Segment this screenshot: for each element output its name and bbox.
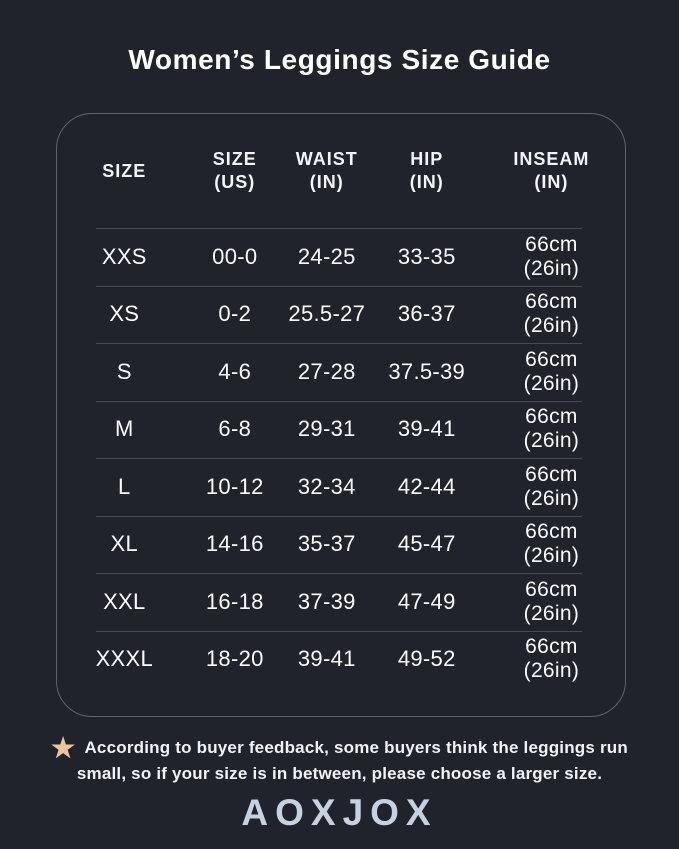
cell-size: XXXL [95, 646, 154, 672]
note-line2: small, so if your size is in between, please choose a larger size. [76, 764, 603, 783]
table-header-row [57, 114, 625, 228]
cell-size: L [118, 473, 131, 499]
page-title: Women’s Leggings Size Guide [128, 44, 551, 75]
column-header-waist [278, 148, 376, 194]
inseam-in: (26in) [523, 256, 580, 280]
header-line2: (IN) [534, 172, 569, 192]
cell-hip: 37.5-39 [388, 358, 466, 384]
cell-inseam [478, 405, 625, 453]
cell-waist: 37-39 [297, 588, 356, 614]
cell-size: S [116, 358, 132, 384]
brand-logo: AOXJOX [241, 792, 438, 833]
cell-size: M [114, 416, 134, 442]
table-row [57, 343, 625, 401]
inseam-cm: 66cm [525, 347, 578, 371]
cell-size-us: 16-18 [205, 588, 264, 614]
table-row [57, 458, 625, 516]
inseam-in: (26in) [523, 314, 580, 338]
cell-waist: 27-28 [297, 358, 356, 384]
inseam-cm: 66cm [525, 520, 578, 544]
cell-size-us: 18-20 [205, 646, 264, 672]
header-line1: WAIST [295, 149, 358, 169]
inseam-cm: 66cm [525, 232, 578, 256]
cell-waist: 35-37 [297, 531, 356, 557]
cell-waist: 25.5-27 [288, 301, 366, 327]
cell-size: XS [109, 301, 140, 327]
table-body [57, 228, 625, 688]
table-row [57, 228, 625, 286]
header-line2: (IN) [409, 172, 444, 192]
cell-waist: 24-25 [297, 243, 356, 269]
buyer-feedback-note: ★ According to buyer feedback, some buyers think the leggings run small, so if your size is in between, please choose a larger size. [51, 733, 628, 783]
inseam-cm: 66cm [525, 635, 578, 659]
cell-hip: 33-35 [397, 243, 456, 269]
cell-hip: 36-37 [397, 301, 456, 327]
cell-inseam [478, 348, 625, 396]
cell-inseam [478, 520, 625, 568]
cell-inseam [478, 463, 625, 511]
header-line2: (IN) [309, 172, 344, 192]
cell-size: XXL [103, 588, 146, 614]
inseam-cm: 66cm [525, 462, 578, 486]
header-line1: INSEAM [513, 149, 590, 169]
cell-size-us: 4-6 [218, 358, 252, 384]
table-row [57, 286, 625, 344]
column-header-size-us [192, 148, 278, 194]
table-row [57, 516, 625, 574]
cell-waist: 32-34 [297, 473, 356, 499]
inseam-in: (26in) [523, 486, 580, 510]
table-row [57, 573, 625, 631]
column-header-hip [376, 148, 478, 194]
inseam-cm: 66cm [525, 577, 578, 601]
table-row [57, 401, 625, 459]
inseam-cm: 66cm [525, 405, 578, 429]
size-table-card [56, 113, 626, 717]
header-line1: SIZE [102, 160, 147, 181]
cell-size-us: 14-16 [205, 531, 264, 557]
column-header-size [57, 160, 192, 183]
inseam-cm: 66cm [525, 290, 578, 314]
cell-hip: 49-52 [397, 646, 456, 672]
table-row [57, 631, 625, 689]
inseam-in: (26in) [523, 544, 580, 568]
cell-hip: 47-49 [397, 588, 456, 614]
cell-size-us: 10-12 [205, 473, 264, 499]
cell-size-us: 00-0 [212, 243, 258, 269]
cell-hip: 42-44 [397, 473, 456, 499]
cell-size-us: 0-2 [218, 301, 252, 327]
cell-waist: 39-41 [297, 646, 356, 672]
cell-hip: 45-47 [397, 531, 456, 557]
cell-inseam [478, 233, 625, 281]
cell-inseam [478, 578, 625, 626]
inseam-in: (26in) [523, 659, 580, 683]
header-line2: (US) [214, 172, 256, 192]
inseam-in: (26in) [523, 371, 580, 395]
cell-size: XL [110, 531, 139, 557]
inseam-in: (26in) [523, 601, 580, 625]
inseam-in: (26in) [523, 429, 580, 453]
header-line1: HIP [410, 149, 444, 169]
cell-hip: 39-41 [397, 416, 456, 442]
note-line1: According to buyer feedback, some buyers think the leggings run [84, 738, 628, 757]
cell-waist: 29-31 [297, 416, 356, 442]
cell-inseam [478, 635, 625, 683]
column-header-inseam [478, 148, 625, 194]
header-line1: SIZE [212, 149, 257, 169]
cell-inseam [478, 290, 625, 338]
cell-size-us: 6-8 [218, 416, 252, 442]
cell-size: XXS [101, 243, 147, 269]
